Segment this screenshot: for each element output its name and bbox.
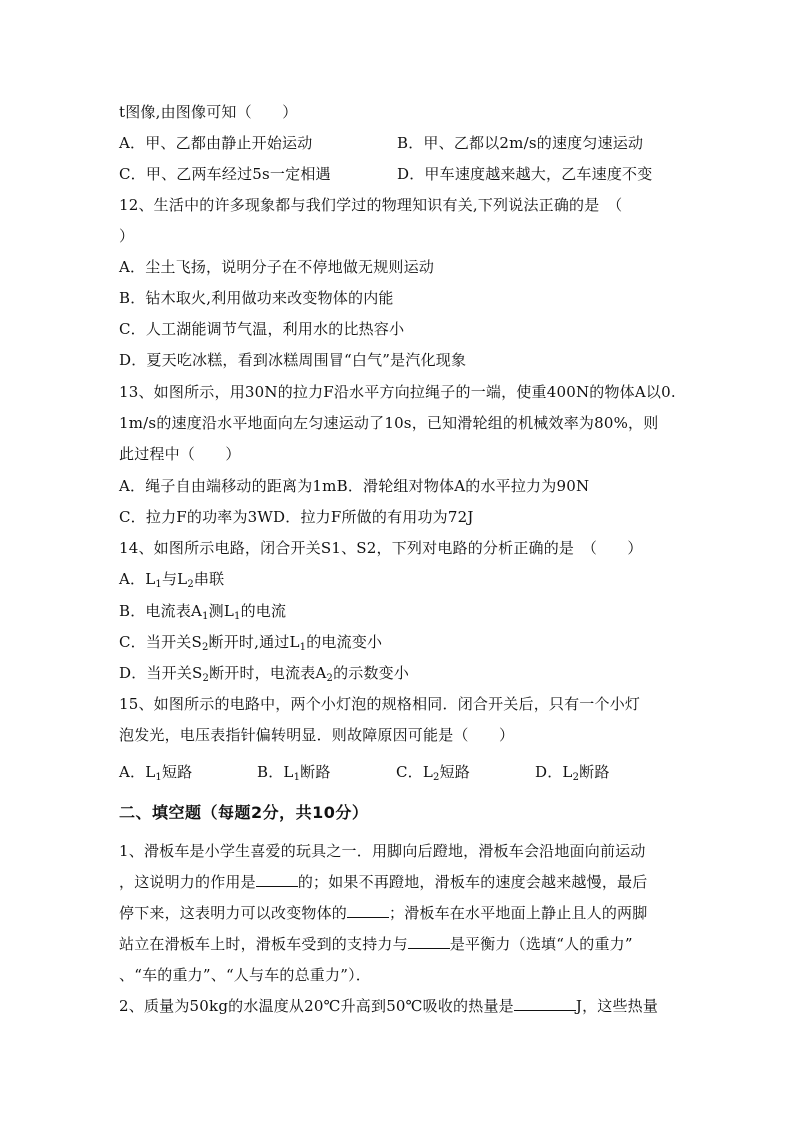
q13-stem-line3: 此过程中（ ） bbox=[119, 445, 241, 463]
q15-option-a: A．$L_1$短路 bbox=[119, 763, 193, 783]
q14-option-d: D．当开关$S_2$断开时，电流表$A_2$的示数变小 bbox=[119, 664, 410, 684]
q11-option-c: C．甲、乙两车经过5s一定相遇 bbox=[119, 165, 331, 183]
q14-stem: 14、如图所示电路，闭合开关S1、S2，下列对电路的分析正确的是 （ ） bbox=[119, 539, 643, 557]
f2-line1: 2、质量为50kg的水温度从20℃升高到50℃吸收的热量是 J，这些热量 bbox=[119, 997, 659, 1015]
f1-line1: 1、滑板车是小学生喜爱的玩具之一．用脚向后蹬地，滑板车会沿地面向前运动 bbox=[119, 842, 646, 860]
q11-option-d: D．甲车速度越来越大，乙车速度不变 bbox=[397, 165, 653, 183]
q12-option-a: A．尘土飞扬，说明分子在不停地做无规则运动 bbox=[119, 258, 435, 276]
f1-line5: 、“车的重力”、“人与车的总重力”）． bbox=[119, 966, 371, 984]
q12-option-c: C．人工湖能调节气温，利用水的比热容小 bbox=[119, 320, 405, 338]
section-heading: 二、填空题（每题2分，共10分） bbox=[119, 803, 369, 822]
q15-option-b: B．$L_1$断路 bbox=[257, 763, 331, 783]
q12-stem-line2: ） bbox=[119, 227, 135, 245]
q11-option-b: B．甲、乙都以2m/s的速度匀速运动 bbox=[397, 134, 644, 152]
f1-line2: ，这说明力的作用是 的；如果不再蹬地，滑板车的速度会越来越慢，最后 bbox=[119, 873, 648, 891]
q15-stem-line1: 15、如图所示的电路中，两个小灯泡的规格相同．闭合开关后，只有一个小灯 bbox=[119, 695, 641, 713]
f1-line4: 站立在滑板车上时，滑板车受到的支持力与 是平衡力（选填“人的重力” bbox=[119, 935, 633, 953]
answer-blank-2[interactable] bbox=[347, 903, 389, 918]
q13-stem-line1: 13、如图所示，用30N的拉力F沿水平方向拉绳子的一端，使重400N的物体A以0. bbox=[119, 383, 676, 401]
q15-option-d: D．$L_2$断路 bbox=[535, 763, 610, 783]
f1-line3: 停下来，这表明力可以改变物体的 ；滑板车在水平地面上静止且人的两脚 bbox=[119, 904, 648, 922]
q11-stem: t图像,由图像可知（ ） bbox=[119, 103, 298, 121]
q12-stem-line1: 12、生活中的许多现象都与我们学过的物理知识有关,下列说法正确的是 （ bbox=[119, 196, 623, 214]
answer-blank-4[interactable] bbox=[514, 996, 576, 1011]
answer-blank-3[interactable] bbox=[408, 934, 450, 949]
q14-option-a: A．$L_1$与$L_2$串联 bbox=[119, 570, 225, 590]
q14-option-c: C．当开关$S_2$断开时,通过$L_1$的电流变小 bbox=[119, 633, 383, 653]
q12-option-b: B．钻木取火,利用做功来改变物体的内能 bbox=[119, 289, 394, 307]
q13-option-cd: C．拉力F的功率为3WD．拉力F所做的有用功为72J bbox=[119, 508, 474, 526]
q15-stem-line2: 泡发光，电压表指针偏转明显．则故障原因可能是（ ） bbox=[119, 726, 515, 744]
q12-option-d: D．夏天吃冰糕，看到冰糕周围冒“白气”是汽化现象 bbox=[119, 351, 467, 369]
q13-option-ab: A．绳子自由端移动的距离为1mB．滑轮组对物体A的水平拉力为90N bbox=[119, 477, 590, 495]
q11-option-a: A．甲、乙都由静止开始运动 bbox=[119, 134, 313, 152]
q14-option-b: B．电流表$A_1$测$L_1$的电流 bbox=[119, 602, 287, 622]
q15-option-c: C．$L_2$短路 bbox=[396, 763, 471, 783]
q13-stem-line2: 1m/s的速度沿水平地面向左匀速运动了10s，已知滑轮组的机械效率为80%，则 bbox=[119, 414, 659, 432]
answer-blank-1[interactable] bbox=[256, 872, 298, 887]
